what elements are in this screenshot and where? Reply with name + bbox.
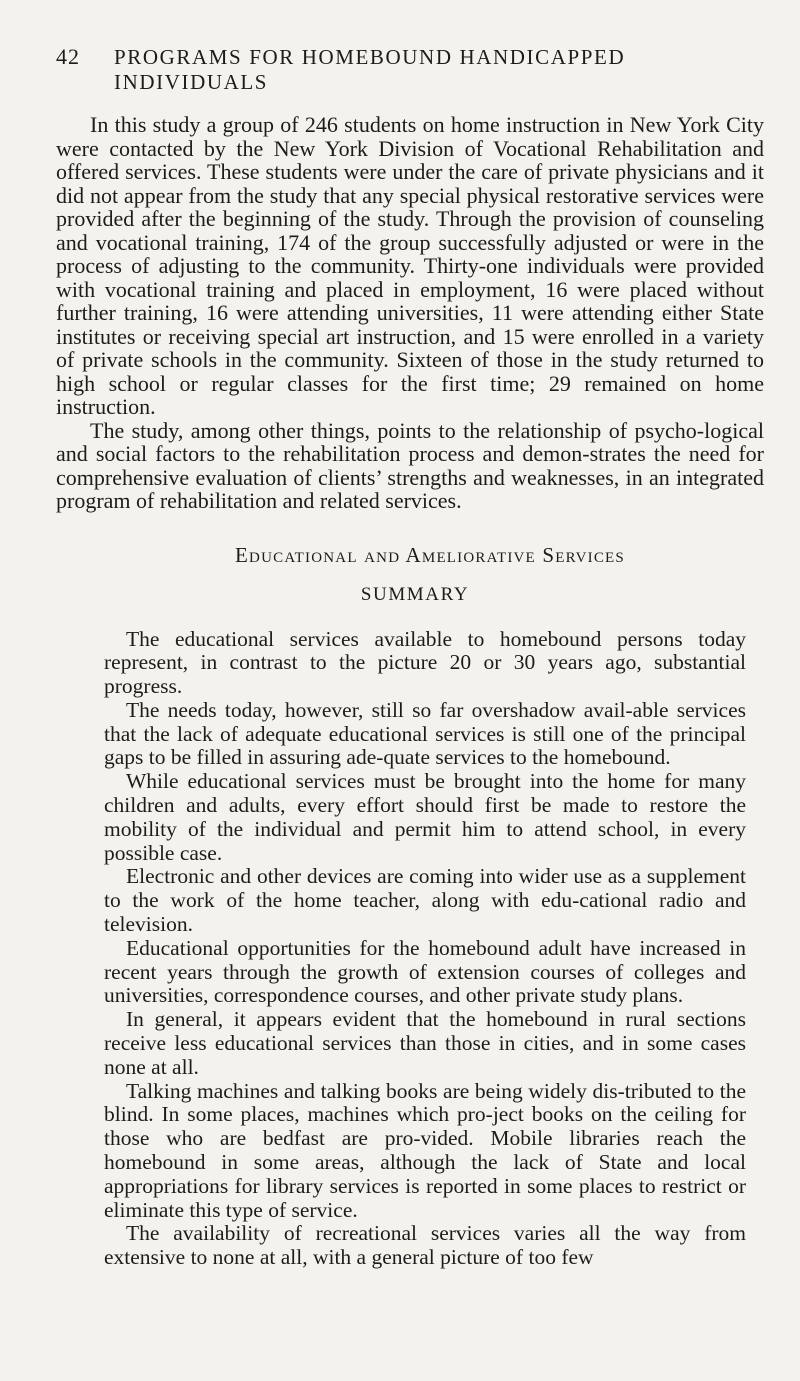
running-head-title: PROGRAMS FOR HOMEBOUND HANDICAPPED INDIVIDUALS	[114, 45, 626, 94]
summary-text	[104, 628, 746, 1271]
intro-text	[56, 113, 764, 513]
page-number: 42	[56, 44, 80, 69]
section-subheading: SUMMARY	[360, 583, 470, 605]
summary-paragraph: The availability of recreational services varies all the way from extensive to none at all, with a general picture of too few	[104, 1221, 746, 1270]
running-head	[56, 44, 764, 95]
intro-paragraph: In this study a group of 246 students on home instruction in New York City were contacted by the New York Division of Vocational Rehabilitation and offered services. These students were under the care of private physicians and it did not appear from the study that any special physical restorative services were provided after the beginning of the study. Through the provision of counseling and vocational training, 174 of the group successfully adjusted or were in the process of adjusting to the community. Thirty-one individuals were provided with vocational training and placed in employment, 16 were placed without further training, 16 were attending universities, 11 were attending either State institutes or receiving special art instruction, and 15 were enrolled in a variety of private schools in the community. Sixteen of those in the study returned to high school or regular classes for the first time; 29 remained on home instruction.	[56, 112, 764, 419]
summary-paragraph: While educational services must be brought into the home for many children and adults, every effort should first be made to restore the mobility of the individual and permit him to attend school, in every possible case.	[104, 769, 746, 865]
summary-paragraph: Educational opportunities for the homebound adult have increased in recent years through the growth of extension courses of colleges and universities, correspondence courses, and other private study plans.	[104, 935, 746, 1008]
summary-paragraph: The needs today, however, still so far overshadow avail-able services that the lack of adequate educational services is still one of the principal gaps to be filled in assuring ade-quate services to the homebound.	[104, 697, 746, 770]
section-heading: Educational and Ameliorative Services	[235, 542, 625, 567]
intro-paragraph: The study, among other things, points to the relationship of psycho-logical and social factors to the rehabilitation process and demon-strates the need for comprehensive evaluation of clients’ strengths and weaknesses, in an integrated program of rehabilitation and related services.	[56, 417, 764, 513]
summary-paragraph: Talking machines and talking books are being widely dis-tributed to the blind. In some places, machines which pro-ject books on the ceiling for those who are bedfast are pro-vided. Mobile libraries reach the homebound in some areas, although the lack of State and local appropriations for library services is reported in some places to restrict or eliminate this type of service.	[104, 1078, 746, 1222]
summary-paragraph: In general, it appears evident that the homebound in rural sections receive less educational services than those in cities, and in some cases none at all.	[104, 1007, 746, 1079]
summary-paragraph: Electronic and other devices are coming into wider use as a supplement to the work of the home teacher, along with edu-cational radio and television.	[104, 864, 746, 937]
summary-paragraph: The educational services available to homebound persons today represent, in contrast to the picture 20 or 30 years ago, substantial progress.	[104, 626, 746, 699]
